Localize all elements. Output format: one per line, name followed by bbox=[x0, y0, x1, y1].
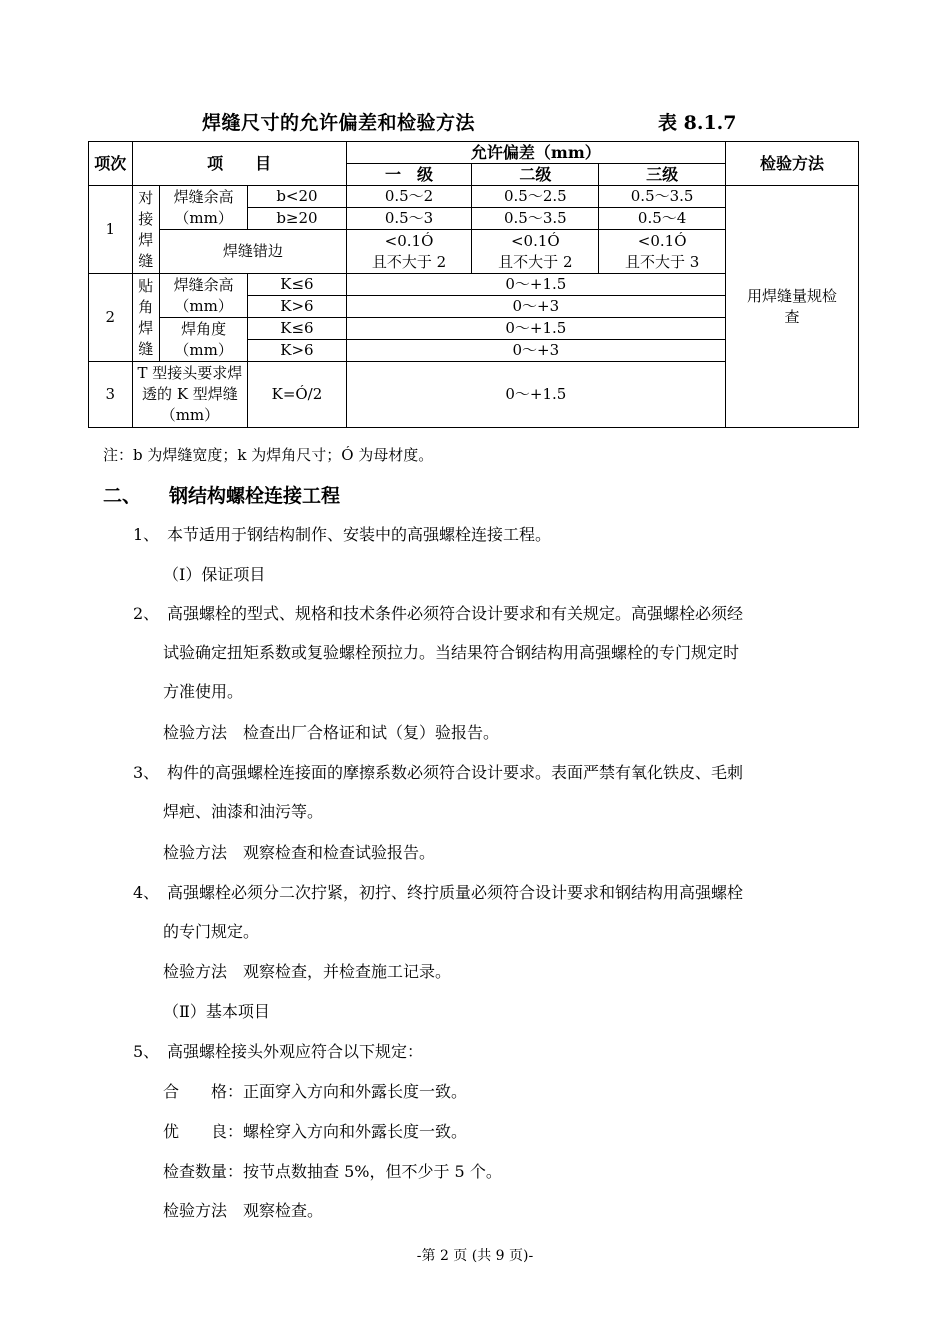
table-number: 表 8.1.7 bbox=[658, 112, 737, 134]
row1-group: 对接焊缝 bbox=[132, 186, 159, 274]
section-title: 钢结构螺栓连接工程 bbox=[169, 485, 341, 507]
row1-misalignment: 焊缝错边 bbox=[160, 230, 347, 274]
cell-line: 且不大于 2 bbox=[498, 252, 573, 271]
paragraph-5 bbox=[133, 1032, 853, 1071]
row2-reinforcement-unit: （mm） bbox=[174, 296, 233, 315]
cell: 0.5～2 bbox=[346, 186, 472, 208]
paragraph-text: 的专门规定。 bbox=[163, 922, 260, 941]
subheading-basic: （Ⅱ）基本项目 bbox=[163, 1002, 270, 1021]
tolerance-table bbox=[88, 141, 859, 428]
paragraph-text: 试验确定扭矩系数或复验螺栓预拉力。当结果符合钢结构用高强螺栓的专门规定时 bbox=[163, 643, 740, 662]
grade-qualified: 合 格：正面穿入方向和外露长度一致。 bbox=[163, 1082, 468, 1101]
subheading-guarantee: （Ⅰ）保证项目 bbox=[163, 565, 266, 584]
row3-value: 0～+1.5 bbox=[346, 362, 725, 428]
paragraph-text: 方准使用。 bbox=[163, 682, 244, 701]
row2-angle-unit: （mm） bbox=[174, 340, 233, 359]
cell: 0～+3 bbox=[346, 296, 725, 318]
paragraph-text: 高强螺栓必须分二次拧紧，初拧、终拧质量必须符合设计要求和钢结构用高强螺栓 bbox=[167, 883, 744, 902]
section-heading bbox=[103, 481, 340, 508]
item-number: 5、 bbox=[133, 1042, 160, 1061]
row2-angle-label: 焊角度 bbox=[181, 319, 227, 338]
cell: 0.5～3.5 bbox=[599, 186, 726, 208]
check-method-3: 检验方法 观察检查和检查试验报告。 bbox=[163, 843, 436, 862]
row1-width-large: b≥20 bbox=[248, 208, 346, 230]
row1-reinforcement-label: 焊缝余高 bbox=[173, 187, 234, 206]
method-cell: 用焊缝量规检查 bbox=[726, 186, 859, 428]
paragraph-2 bbox=[133, 594, 853, 711]
item-number: 4、 bbox=[133, 883, 160, 902]
row2-angle bbox=[160, 318, 248, 362]
cell bbox=[346, 230, 472, 274]
row1-width-small: b<20 bbox=[248, 186, 346, 208]
table-caption-row bbox=[0, 108, 950, 138]
header-item: 项 目 bbox=[132, 142, 346, 186]
page-footer: -第 2 页 (共 9 页)- bbox=[416, 1248, 534, 1264]
row2-group: 贴角焊缝 bbox=[132, 274, 159, 362]
paragraph-4 bbox=[133, 873, 853, 951]
row2-reinforcement bbox=[160, 274, 248, 318]
row1-reinforcement bbox=[160, 186, 248, 230]
cell: K>6 bbox=[248, 340, 346, 362]
paragraph-text: 焊疤、油漆和油污等。 bbox=[163, 802, 324, 821]
cell-line: 且不大于 3 bbox=[624, 252, 700, 271]
row3-no: 3 bbox=[89, 362, 133, 428]
cell bbox=[599, 230, 726, 274]
cell: 0～+1.5 bbox=[346, 318, 725, 340]
paragraph-3 bbox=[133, 753, 853, 831]
row3-k: K=Ó/2 bbox=[248, 362, 346, 428]
item-number: 2、 bbox=[133, 604, 160, 623]
cell-line: <0.1Ó bbox=[384, 231, 434, 250]
table-note: 注：b 为焊缝宽度；k 为焊角尺寸；Ó 为母材度。 bbox=[103, 446, 434, 464]
paragraph-text: 本节适用于钢结构制作、安装中的高强螺栓连接工程。 bbox=[167, 525, 552, 544]
check-method-5: 检验方法 观察检查。 bbox=[163, 1201, 324, 1220]
paragraph-1 bbox=[133, 515, 853, 554]
row2-no: 2 bbox=[89, 274, 133, 362]
header-no: 项次 bbox=[89, 142, 133, 186]
cell: K≤6 bbox=[248, 318, 346, 340]
cell-line: 且不大于 2 bbox=[371, 252, 447, 271]
header-level-3: 三级 bbox=[599, 164, 726, 186]
cell: 0.5～2.5 bbox=[472, 186, 599, 208]
header-level-2: 二级 bbox=[472, 164, 599, 186]
row3-item: T 型接头要求焊透的 K 型焊缝（mm） bbox=[132, 362, 248, 428]
item-number: 1、 bbox=[133, 525, 160, 544]
table-title: 焊缝尺寸的允许偏差和检验方法 bbox=[202, 112, 476, 134]
cell: K>6 bbox=[248, 296, 346, 318]
row1-reinforcement-unit: （mm） bbox=[174, 208, 233, 227]
cell bbox=[472, 230, 599, 274]
check-method-4: 检验方法 观察检查，并检查施工记录。 bbox=[163, 962, 452, 981]
row1-no: 1 bbox=[89, 186, 133, 274]
check-quantity: 检查数量：按节点数抽查 5%，但不少于 5 个。 bbox=[163, 1162, 502, 1181]
cell-line: <0.1Ó bbox=[637, 231, 687, 250]
cell-line: <0.1Ó bbox=[510, 231, 560, 250]
cell: 0～+1.5 bbox=[346, 274, 725, 296]
cell: 0.5～3.5 bbox=[472, 208, 599, 230]
grade-excellent: 优 良：螺栓穿入方向和外露长度一致。 bbox=[163, 1122, 468, 1141]
cell: 0.5～3 bbox=[346, 208, 472, 230]
header-level-1: 一 级 bbox=[346, 164, 472, 186]
section-number: 二、 bbox=[103, 485, 142, 507]
item-number: 3、 bbox=[133, 763, 160, 782]
cell: K≤6 bbox=[248, 274, 346, 296]
cell: 0～+3 bbox=[346, 340, 725, 362]
paragraph-text: 高强螺栓的型式、规格和技术条件必须符合设计要求和有关规定。高强螺栓必须经 bbox=[167, 604, 744, 623]
cell: 0.5～4 bbox=[599, 208, 726, 230]
header-method: 检验方法 bbox=[726, 142, 859, 186]
row2-reinforcement-label: 焊缝余高 bbox=[173, 275, 234, 294]
paragraph-text: 构件的高强螺栓连接面的摩擦系数必须符合设计要求。表面严禁有氧化铁皮、毛刺 bbox=[167, 763, 744, 782]
check-method-2: 检验方法 检查出厂合格证和试（复）验报告。 bbox=[163, 723, 500, 742]
paragraph-text: 高强螺栓接头外观应符合以下规定： bbox=[167, 1042, 424, 1061]
header-tolerance: 允许偏差（mm） bbox=[346, 142, 725, 164]
